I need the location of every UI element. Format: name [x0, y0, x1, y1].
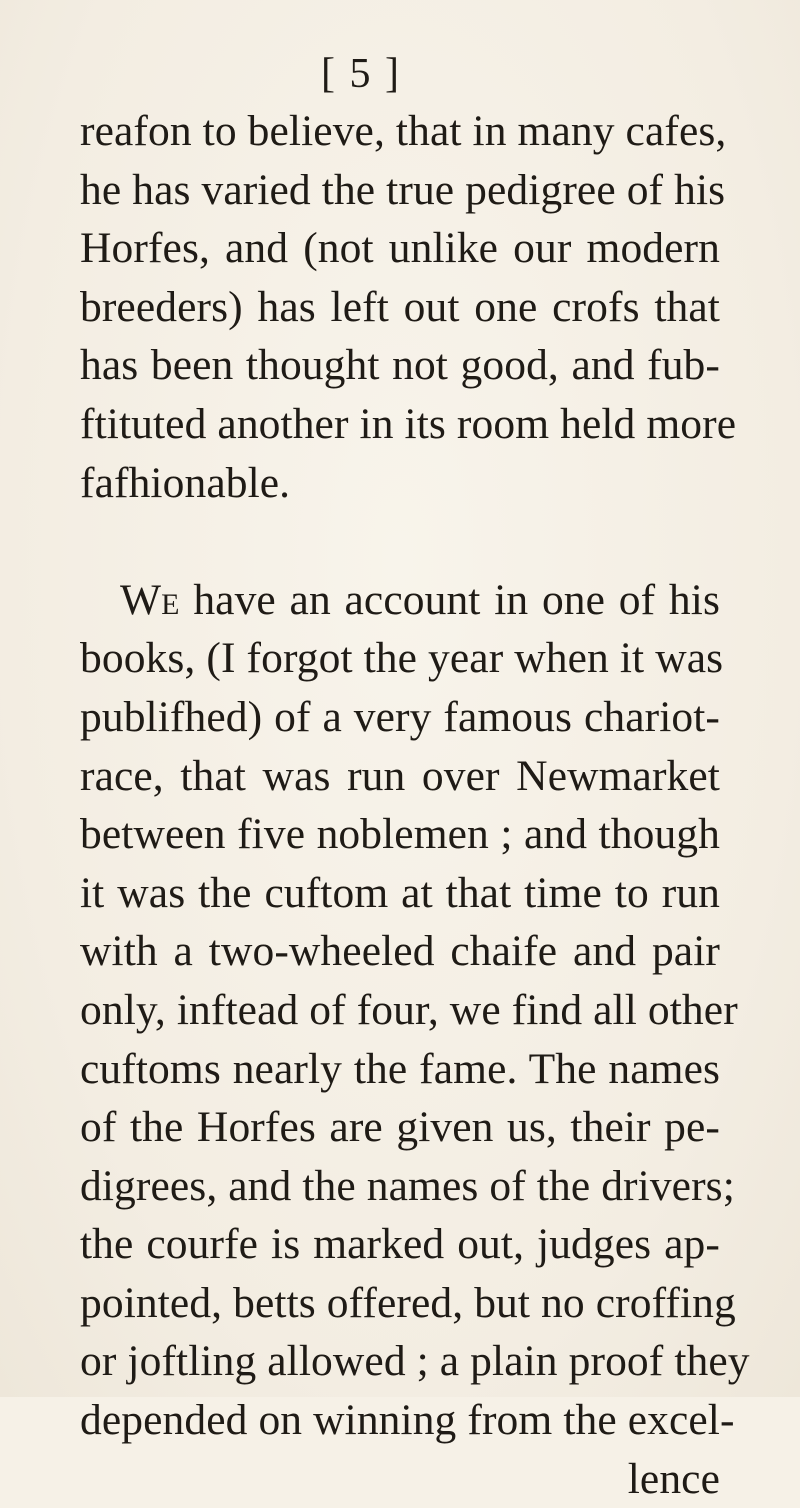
text-line: or joftling allowed ; a plain proof they — [80, 1337, 750, 1386]
paragraph-gap — [80, 512, 720, 571]
text-line: race, that was run over Newmarket — [80, 751, 720, 800]
text-line: publifhed) of a very famous chariot- — [80, 692, 720, 741]
text-line: reafon to believe, that in many cafes, — [80, 107, 727, 155]
paragraph-first-line — [80, 571, 720, 630]
text-line: books, (I forgot the year when it was — [80, 634, 724, 683]
text-line: between five noblemen ; and though — [80, 810, 720, 859]
text-line: only, inftead of four, we find all other — [80, 985, 738, 1034]
text-line: pointed, betts offered, but no croffing — [80, 1278, 736, 1327]
text-line: ftituted another in its room held more — [80, 399, 737, 448]
text-line: fafhionable. — [80, 458, 291, 507]
text-line: of the Horfes are given us, their pe- — [80, 1103, 720, 1152]
text-line: breeders) has left out one crofs that — [80, 282, 720, 331]
lead-word: We — [120, 575, 180, 624]
text-line: it was the cuftom at that time to run — [80, 868, 720, 917]
body-text — [80, 102, 750, 1508]
text-line: depended on winning from the excel- — [80, 1396, 735, 1445]
text-line: digrees, and the names of the drivers; — [80, 1161, 735, 1210]
text-line: he has varied the true pedigree of his — [80, 165, 726, 214]
text-line: cuftoms nearly the fame. The names — [80, 1044, 720, 1093]
text-line: has been thought not good, and fub- — [80, 341, 720, 390]
text-line: Horfes, and (not unlike our modern — [80, 224, 720, 273]
text-line: the courfe is marked out, judges ap- — [80, 1220, 720, 1269]
catchword: lence — [627, 1454, 720, 1503]
page-number: [ 5 ] — [321, 51, 401, 97]
first-line-rest: have an account in one of his — [193, 575, 720, 624]
text-line: with a two-wheeled chaife and pair — [80, 927, 720, 976]
